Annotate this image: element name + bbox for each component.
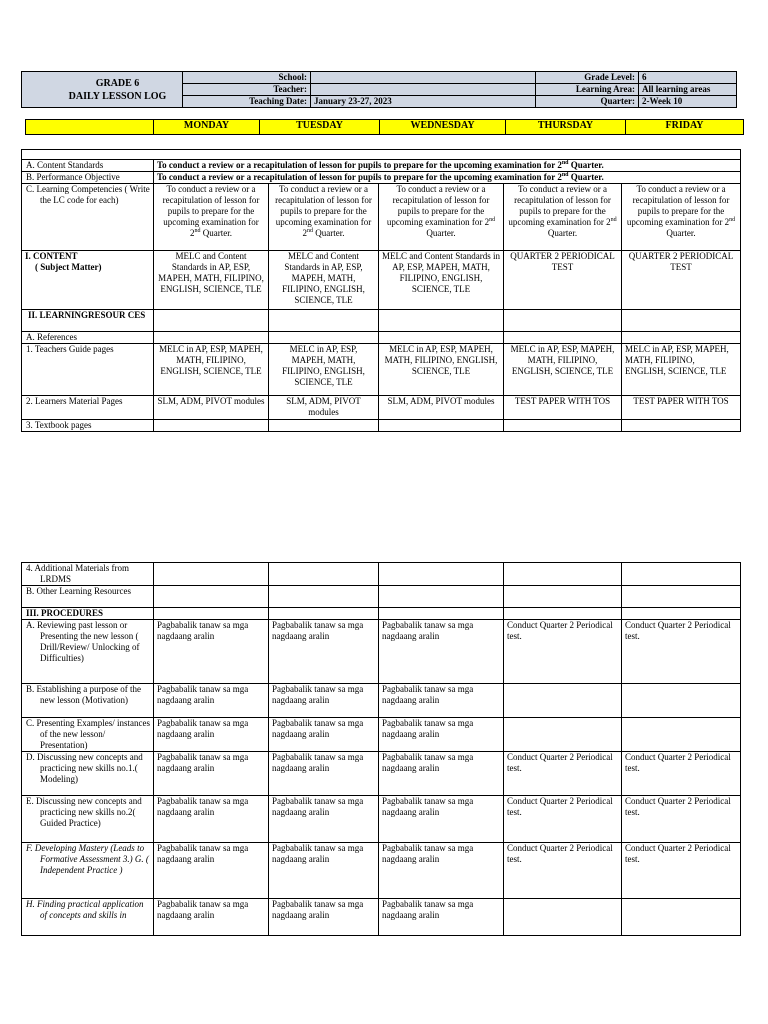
tg-tuesday: MELC in AP, ESP, MAPEH, MATH, FILIPINO, ENGLISH, SCIENCE, TLE <box>269 344 379 396</box>
learning-competencies-label: C. Learning Competencies ( Write the LC code for each) <box>22 184 154 251</box>
olr-monday <box>154 586 269 608</box>
am-monday <box>154 563 269 586</box>
lm-tuesday: SLM, ADM, PIVOT modules <box>269 396 379 420</box>
proc-a-friday: Conduct Quarter 2 Periodical test. <box>622 620 741 684</box>
proc-d-wednesday: Pagbabalik tanaw sa mga nagdaang aralin <box>379 752 504 796</box>
proc-h-wednesday: Pagbabalik tanaw sa mga nagdaang aralin <box>379 899 504 936</box>
olr-wednesday <box>379 586 504 608</box>
proc-b-wednesday: Pagbabalik tanaw sa mga nagdaang aralin <box>379 684 504 718</box>
content-tuesday: MELC and Content Standards in AP, ESP, MAPEH, MATH, FILIPINO, ENGLISH, SCIENCE, TLE <box>269 251 379 310</box>
grade-level-label: Grade Level: <box>536 72 639 84</box>
references-label: A. References <box>22 332 154 344</box>
content-heading: I. CONTENT <box>25 251 78 261</box>
quarter-label: Quarter: <box>536 96 639 108</box>
content-standards-label: A. Content Standards <box>22 160 154 172</box>
proc-thursday <box>504 608 622 620</box>
proc-f-monday: Pagbabalik tanaw sa mga nagdaang aralin <box>154 843 269 899</box>
proc-h-friday <box>622 899 741 936</box>
other-resources-label: B. Other Learning Resources <box>22 586 154 608</box>
learning-area-label: Learning Area: <box>536 84 639 96</box>
proc-f-tuesday: Pagbabalik tanaw sa mga nagdaang aralin <box>269 843 379 899</box>
lm-wednesday: SLM, ADM, PIVOT modules <box>379 396 504 420</box>
day-wednesday: WEDNESDAY <box>380 120 506 135</box>
lr-monday <box>154 310 269 332</box>
proc-f-label: F. Developing Mastery (Leads to Formative Assessment 3.) G. ( Independent Practice ) <box>22 843 154 899</box>
lr-wednesday <box>379 310 504 332</box>
olr-friday <box>622 586 741 608</box>
learning-area-value[interactable]: All learning areas <box>639 84 737 96</box>
textbook-pages-label: 3. Textbook pages <box>22 420 154 432</box>
am-wednesday <box>379 563 504 586</box>
tg-wednesday: MELC in AP, ESP, MAPEH, MATH, FILIPINO, ENGLISH, SCIENCE, TLE <box>379 344 504 396</box>
proc-e-friday: Conduct Quarter 2 Periodical test. <box>622 796 741 843</box>
school-label: School: <box>183 72 311 84</box>
proc-h-monday: Pagbabalik tanaw sa mga nagdaang aralin <box>154 899 269 936</box>
day-friday: FRIDAY <box>626 120 744 135</box>
tb-tuesday <box>269 420 379 432</box>
olr-tuesday <box>269 586 379 608</box>
proc-wednesday <box>379 608 504 620</box>
lc-thursday: To conduct a review or a recapitulation of lesson for pupils to prepare for the upcoming examination for 2nd Quarter. <box>504 184 622 251</box>
lc-tuesday: To conduct a review or a recapitulation of lesson for pupils to prepare for the upcoming examination for 2nd Quarter. <box>269 184 379 251</box>
lc-friday: To conduct a review or a recapitulation of lesson for pupils to prepare for the upcoming examination for 2nd Quarter. <box>622 184 741 251</box>
tg-thursday: MELC in AP, ESP, MAPEH, MATH, FILIPINO, ENGLISH, SCIENCE, TLE <box>504 344 622 396</box>
proc-f-friday: Conduct Quarter 2 Periodical test. <box>622 843 741 899</box>
proc-tuesday <box>269 608 379 620</box>
proc-a-wednesday: Pagbabalik tanaw sa mga nagdaang aralin <box>379 620 504 684</box>
refs-wednesday <box>379 332 504 344</box>
proc-c-wednesday: Pagbabalik tanaw sa mga nagdaang aralin <box>379 718 504 752</box>
proc-e-wednesday: Pagbabalik tanaw sa mga nagdaang aralin <box>379 796 504 843</box>
lm-monday: SLM, ADM, PIVOT modules <box>154 396 269 420</box>
refs-friday <box>622 332 741 344</box>
proc-c-thursday <box>504 718 622 752</box>
proc-a-label: A. Reviewing past lesson or Presenting the new lesson ( Drill/Review/ Unlocking of Difficulties) <box>22 620 154 684</box>
proc-d-label: D. Discussing new concepts and practicing new skills no.1.( Modeling) <box>22 752 154 796</box>
proc-d-friday: Conduct Quarter 2 Periodical test. <box>622 752 741 796</box>
content-friday: QUARTER 2 PERIODICAL TEST <box>622 251 741 310</box>
content-thursday: QUARTER 2 PERIODICAL TEST <box>504 251 622 310</box>
proc-h-tuesday: Pagbabalik tanaw sa mga nagdaang aralin <box>269 899 379 936</box>
lesson-table-1 <box>21 149 741 432</box>
tg-monday: MELC in AP, ESP, MAPEH, MATH, FILIPINO, ENGLISH, SCIENCE, TLE <box>154 344 269 396</box>
additional-materials-label: 4. Additional Materials from LRDMS <box>22 563 154 586</box>
lr-friday <box>622 310 741 332</box>
content-label <box>22 251 154 310</box>
refs-tuesday <box>269 332 379 344</box>
proc-c-friday <box>622 718 741 752</box>
proc-friday <box>622 608 741 620</box>
lr-tuesday <box>269 310 379 332</box>
table1-top-blank <box>22 150 741 160</box>
learning-resources-label: II. LEARNINGRESOUR CES <box>22 310 154 332</box>
day-thursday: THURSDAY <box>506 120 626 135</box>
day-monday: MONDAY <box>154 120 260 135</box>
refs-thursday <box>504 332 622 344</box>
proc-d-tuesday: Pagbabalik tanaw sa mga nagdaang aralin <box>269 752 379 796</box>
quarter-value[interactable]: 2-Week 10 <box>639 96 737 108</box>
proc-e-thursday: Conduct Quarter 2 Periodical test. <box>504 796 622 843</box>
refs-monday <box>154 332 269 344</box>
proc-f-wednesday: Pagbabalik tanaw sa mga nagdaang aralin <box>379 843 504 899</box>
tb-friday <box>622 420 741 432</box>
grade-heading: GRADE 6 <box>95 77 140 89</box>
proc-f-thursday: Conduct Quarter 2 Periodical test. <box>504 843 622 899</box>
lr-thursday <box>504 310 622 332</box>
proc-c-label: C. Presenting Examples/ instances of the new lesson/ Presentation) <box>22 718 154 752</box>
lc-monday: To conduct a review or a recapitulation of lesson for pupils to prepare for the upcoming examination for 2nd Quarter. <box>154 184 269 251</box>
lc-wednesday: To conduct a review or a recapitulation of lesson for pupils to prepare for the upcoming examination for 2nd Quarter. <box>379 184 504 251</box>
procedures-label: III. PROCEDURES <box>22 608 154 620</box>
proc-e-monday: Pagbabalik tanaw sa mga nagdaang aralin <box>154 796 269 843</box>
proc-e-label: E. Discussing new concepts and practicing new skills no.2( Guided Practice) <box>22 796 154 843</box>
day-tuesday: TUESDAY <box>260 120 380 135</box>
lm-friday: TEST PAPER WITH TOS <box>622 396 741 420</box>
proc-a-thursday: Conduct Quarter 2 Periodical test. <box>504 620 622 684</box>
proc-b-label: B. Establishing a purpose of the new lesson (Motivation) <box>22 684 154 718</box>
teacher-value[interactable] <box>311 84 536 96</box>
am-friday <box>622 563 741 586</box>
teaching-date-label: Teaching Date: <box>183 96 311 108</box>
performance-objective-label: B. Performance Objective <box>22 172 154 184</box>
proc-b-thursday <box>504 684 622 718</box>
performance-objective-text: To conduct a review or a recapitulation of lesson for pupils to prepare for the upcoming examination for 2nd Quarter. <box>154 172 741 184</box>
tb-wednesday <box>379 420 504 432</box>
tg-friday: MELC in AP, ESP, MAPEH, MATH, FILIPINO, ENGLISH, SCIENCE, TLE <box>622 344 741 396</box>
proc-e-tuesday: Pagbabalik tanaw sa mga nagdaang aralin <box>269 796 379 843</box>
learners-material-label: 2. Learners Material Pages <box>22 396 154 420</box>
days-bar-blank <box>26 120 154 135</box>
proc-a-tuesday: Pagbabalik tanaw sa mga nagdaang aralin <box>269 620 379 684</box>
proc-monday <box>154 608 269 620</box>
proc-h-thursday <box>504 899 622 936</box>
proc-d-thursday: Conduct Quarter 2 Periodical test. <box>504 752 622 796</box>
lm-thursday: TEST PAPER WITH TOS <box>504 396 622 420</box>
proc-b-monday: Pagbabalik tanaw sa mga nagdaang aralin <box>154 684 269 718</box>
grade-level-value[interactable]: 6 <box>639 72 737 84</box>
am-tuesday <box>269 563 379 586</box>
content-wednesday: MELC and Content Standards in AP, ESP, MAPEH, MATH, FILIPINO, ENGLISH, SCIENCE, TLE <box>379 251 504 310</box>
proc-h-label: H. Finding practical application of concepts and skills in <box>22 899 154 936</box>
lesson-table-2 <box>21 562 741 936</box>
tb-thursday <box>504 420 622 432</box>
log-title: DAILY LESSON LOG <box>68 90 167 102</box>
proc-d-monday: Pagbabalik tanaw sa mga nagdaang aralin <box>154 752 269 796</box>
school-value[interactable] <box>311 72 536 84</box>
content-standards-text: To conduct a review or a recapitulation of lesson for pupils to prepare for the upcoming examination for 2nd Quarter. <box>154 160 741 172</box>
teacher-label: Teacher: <box>183 84 311 96</box>
header-table <box>21 71 737 108</box>
content-monday: MELC and Content Standards in AP, ESP, MAPEH, MATH, FILIPINO, ENGLISH, SCIENCE, TLE <box>154 251 269 310</box>
am-thursday <box>504 563 622 586</box>
olr-thursday <box>504 586 622 608</box>
proc-b-tuesday: Pagbabalik tanaw sa mga nagdaang aralin <box>269 684 379 718</box>
proc-c-monday: Pagbabalik tanaw sa mga nagdaang aralin <box>154 718 269 752</box>
proc-a-monday: Pagbabalik tanaw sa mga nagdaang aralin <box>154 620 269 684</box>
proc-b-friday <box>622 684 741 718</box>
content-subheading: ( Subject Matter) <box>35 262 102 272</box>
teachers-guide-label: 1. Teachers Guide pages <box>22 344 154 396</box>
teaching-date-value[interactable]: January 23-27, 2023 <box>311 96 536 108</box>
tb-monday <box>154 420 269 432</box>
days-bar <box>25 119 744 135</box>
proc-c-tuesday: Pagbabalik tanaw sa mga nagdaang aralin <box>269 718 379 752</box>
